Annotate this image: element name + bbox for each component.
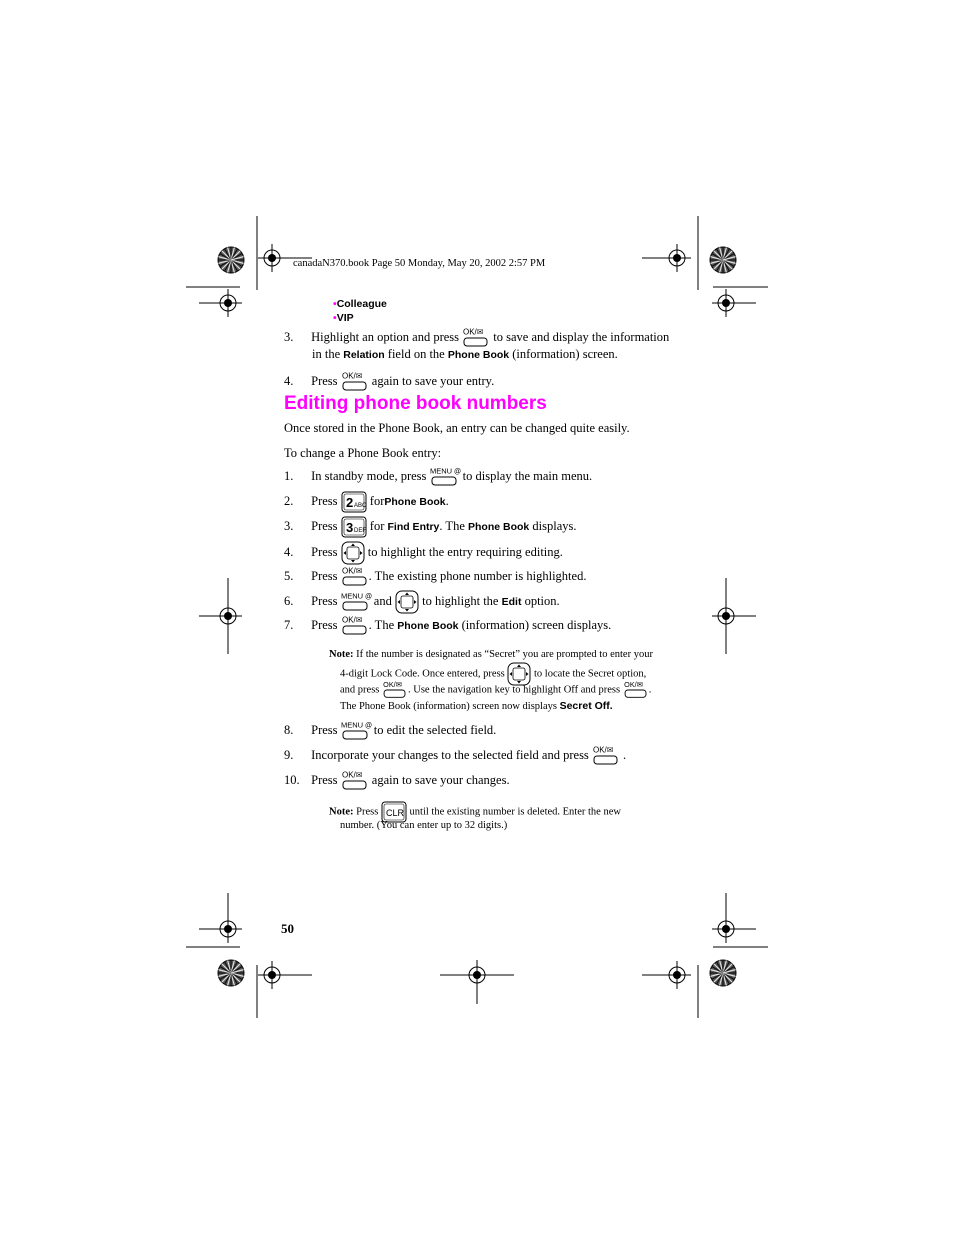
step-text: Incorporate your changes to the selected field and press	[311, 747, 589, 762]
file-info-header: canadaN370.book Page 50 Monday, May 20, 2002 2:57 PM	[293, 258, 546, 269]
step-7	[284, 615, 611, 637]
registration-target-icon	[663, 961, 691, 989]
svg-text:@: @	[364, 593, 372, 601]
nav-key-icon	[395, 590, 419, 614]
registration-target-icon	[258, 961, 286, 989]
step-text: (information) screen.	[512, 347, 618, 361]
note-1-line-1	[329, 649, 653, 660]
svg-text:OK/✉: OK/✉	[341, 566, 363, 576]
ok-key-icon	[341, 615, 369, 637]
step-number: 9.	[284, 747, 294, 762]
two-key-icon	[341, 491, 367, 513]
registration-target-icon	[214, 915, 242, 943]
step-text: Press	[311, 568, 338, 583]
menu-term: Secret Off.	[559, 700, 613, 712]
step-number: 3.	[284, 329, 294, 344]
menu-term: Find Entry	[387, 520, 440, 533]
step-6	[284, 590, 560, 614]
step-number: 2.	[284, 493, 294, 508]
step-text: to save and display the information	[493, 329, 670, 344]
svg-text:@: @	[364, 722, 372, 730]
note-2-line-2: number. (You can enter up to 32 digits.)	[340, 820, 508, 831]
step-text: . The	[368, 617, 395, 632]
starburst-mark-icon	[218, 247, 244, 273]
bullet-colleague: •Colleague	[333, 298, 387, 310]
bullet-vip: •VIP	[333, 312, 354, 324]
svg-text:MENU: MENU	[340, 720, 363, 730]
page-number: 50	[281, 921, 294, 936]
bullet-colleague-label: Colleague	[336, 298, 387, 310]
bullet-vip-label: VIP	[336, 312, 354, 324]
step-text: Press	[311, 593, 338, 608]
menu-term: Relation	[343, 349, 385, 361]
svg-text:OK/✉: OK/✉	[341, 770, 363, 780]
step-text: again to save your entry.	[371, 373, 495, 388]
note-label: Note:	[329, 806, 354, 818]
menu-key-icon	[430, 466, 460, 488]
step-text: . The existing phone number is highlighted.	[368, 568, 587, 583]
step-text: (information) screen displays.	[461, 617, 612, 632]
ok-key-icon	[462, 327, 490, 349]
step-number: 4.	[284, 544, 294, 559]
ok-key-icon	[341, 770, 369, 792]
step-4	[284, 541, 563, 565]
step-text: to edit the selected field.	[373, 722, 497, 737]
svg-text:MENU: MENU	[340, 591, 363, 601]
menu-term: Phone Book	[468, 520, 530, 533]
step-text: Press	[311, 373, 338, 388]
step-number: 5.	[284, 568, 294, 583]
step-5	[284, 566, 586, 588]
menu-term: Edit	[501, 595, 522, 608]
note-text: .	[648, 684, 652, 696]
step-text: Press	[311, 617, 338, 632]
registration-target-icon	[712, 915, 740, 943]
svg-text:OK/✉: OK/✉	[383, 679, 402, 689]
note-text: to locate the Secret option,	[534, 668, 647, 680]
step-text: Press	[311, 544, 338, 559]
note-1-line-3	[340, 680, 651, 700]
intro-text: Once stored in the Phone Book, an entry can be changed quite easily.	[284, 421, 630, 435]
step-8	[284, 720, 496, 742]
ok-key-icon	[623, 680, 649, 700]
note-text: Press	[356, 806, 379, 818]
step-text: Press	[311, 518, 338, 533]
starburst-mark-icon	[218, 960, 244, 986]
step-text: and	[373, 593, 392, 608]
step-text: Press	[311, 772, 338, 787]
svg-text:OK/✉: OK/✉	[592, 745, 614, 755]
step-2	[284, 491, 449, 513]
step-text: in the	[312, 347, 341, 361]
prev-step-3	[284, 327, 669, 349]
note-1-line-4	[340, 700, 613, 712]
note-text: and press	[340, 684, 380, 696]
ok-key-icon	[341, 566, 369, 588]
step-text: . The	[439, 518, 465, 533]
svg-text:OK/✉: OK/✉	[341, 371, 363, 381]
step-number: 7.	[284, 617, 294, 632]
registration-target-icon	[663, 244, 691, 272]
note-label: Note:	[329, 649, 354, 660]
step-number: 3.	[284, 518, 294, 533]
prev-step-3-line2	[312, 347, 618, 362]
registration-target-icon	[258, 244, 286, 272]
step-text: to display the main menu.	[462, 468, 593, 483]
menu-key-icon	[341, 720, 371, 742]
svg-text:OK/✉: OK/✉	[463, 327, 484, 337]
menu-term: Phone Book	[397, 619, 459, 632]
ok-key-icon	[341, 371, 369, 393]
step-number: 6.	[284, 593, 294, 608]
step-text: again to save your changes.	[371, 772, 510, 787]
step-number: 10.	[284, 772, 300, 787]
starburst-mark-icon	[710, 247, 736, 273]
starburst-mark-icon	[710, 960, 736, 986]
step-number: 8.	[284, 722, 294, 737]
svg-text:ABC: ABC	[353, 503, 366, 509]
step-text: .	[445, 493, 449, 508]
step-text: to highlight the	[422, 593, 499, 608]
three-key-icon	[341, 516, 367, 538]
section-heading: Editing phone book numbers	[284, 393, 547, 414]
registration-target-icon	[712, 289, 740, 317]
registration-target-icon	[463, 961, 491, 989]
note-text: . Use the navigation key to highlight Off and press	[408, 684, 621, 696]
step-text: In standby mode, press	[311, 468, 427, 483]
step-10	[284, 770, 510, 792]
svg-text:OK/✉: OK/✉	[341, 615, 363, 625]
step-number: 1.	[284, 468, 294, 483]
step-9	[284, 745, 626, 767]
ok-key-icon	[382, 680, 408, 700]
step-text: Highlight an option and press	[311, 329, 460, 344]
note-text: until the existing number is deleted. Enter the new	[409, 806, 621, 818]
step-text: field on the	[387, 347, 445, 361]
svg-text:3: 3	[345, 520, 353, 535]
step-text: option.	[524, 593, 560, 608]
svg-text:@: @	[453, 468, 461, 476]
note-text: The Phone Book (information) screen now displays	[340, 701, 557, 712]
prev-step-4	[284, 371, 494, 393]
registration-target-icon	[712, 602, 740, 630]
note-text: If the number is designated as “Secret” you are prompted to enter your	[356, 649, 653, 660]
step-text: .	[623, 747, 627, 762]
step-number: 4.	[284, 373, 294, 388]
menu-key-icon	[341, 591, 371, 613]
svg-text:2: 2	[345, 495, 353, 510]
step-text: to highlight the entry requiring editing.	[367, 544, 563, 559]
step-text: for	[369, 518, 385, 533]
menu-term: Phone Book	[384, 495, 446, 508]
step-text: Press	[311, 493, 338, 508]
step-3	[284, 516, 577, 538]
note-text: 4-digit Lock Code. Once entered, press	[340, 668, 505, 680]
nav-key-icon	[341, 541, 365, 565]
svg-text:MENU: MENU	[429, 466, 452, 476]
step-text: Press	[311, 722, 338, 737]
svg-text:OK/✉: OK/✉	[623, 679, 643, 689]
lead-text: To change a Phone Book entry:	[284, 446, 442, 460]
step-1	[284, 466, 592, 488]
registration-target-icon	[214, 289, 242, 317]
step-text: for	[369, 493, 385, 508]
ok-key-icon	[592, 745, 620, 767]
registration-target-icon	[214, 602, 242, 630]
svg-text:DEF: DEF	[353, 528, 366, 534]
step-text: displays.	[532, 518, 577, 533]
svg-text:CLR: CLR	[385, 808, 404, 818]
menu-term: Phone Book	[447, 349, 510, 361]
